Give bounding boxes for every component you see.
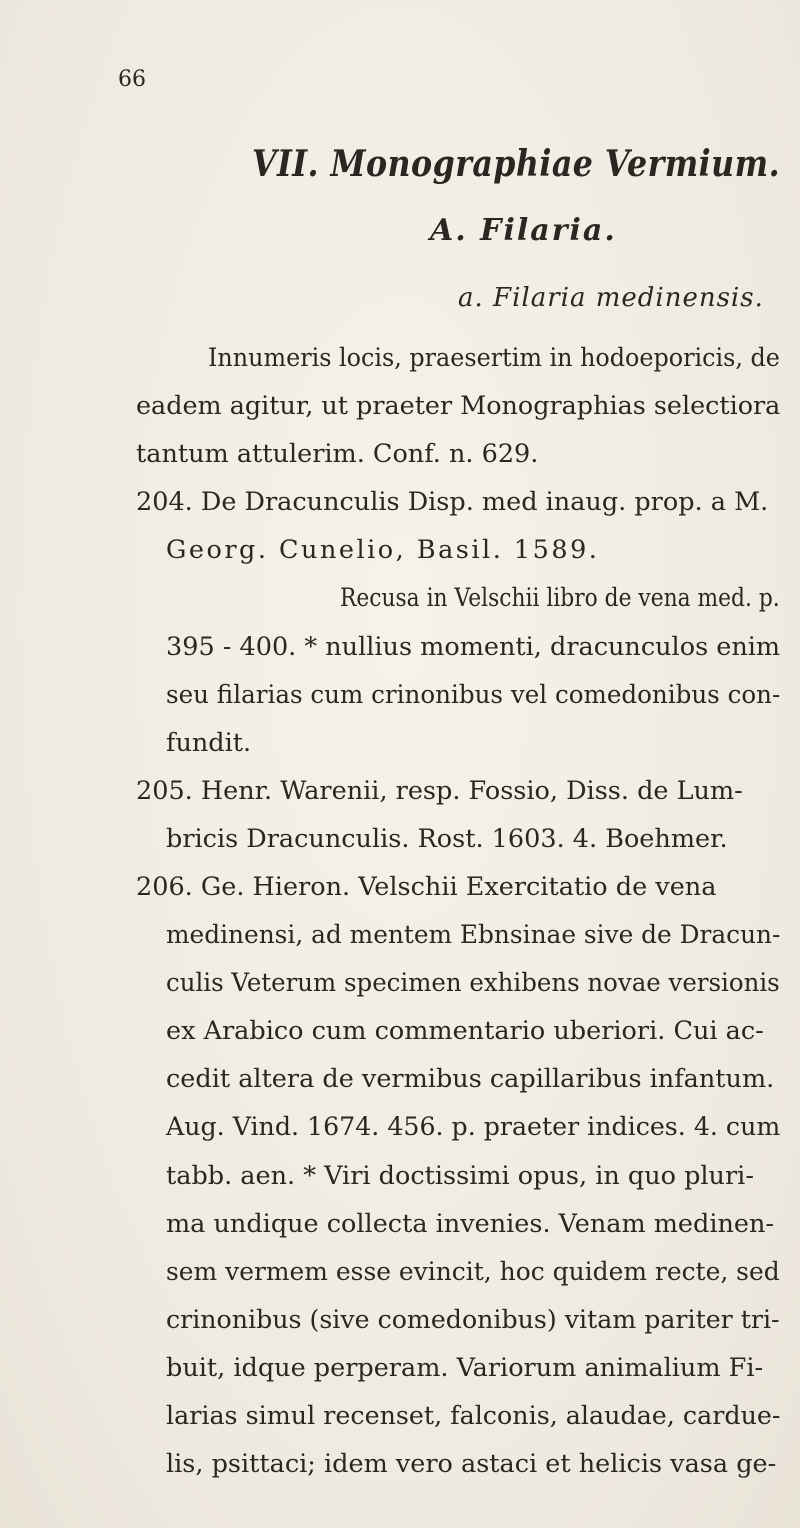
entry-204-line: 204. De Dracunculis Disp. med inaug. prop. a M. — [136, 487, 769, 518]
text-line: tantum attulerim. Conf. n. 629. — [136, 439, 539, 470]
chapter-title: VII. Monographiae Vermium. — [252, 143, 781, 185]
entry-205-line: 205. Henr. Warenii, resp. Fossio, Diss. de Lum- — [136, 775, 743, 806]
section-title: A. Filaria. — [430, 213, 617, 248]
entry-206-line: lis, psittaci; idem vero astaci et helicis vasa ge- — [166, 1449, 777, 1479]
entry-206-line: 206. Ge. Hieron. Velschii Exercitatio de vena — [136, 872, 717, 902]
text-line: eadem agitur, ut praeter Monographias selectiora — [136, 391, 781, 422]
subsection-title: a. Filaria medinensis. — [458, 283, 764, 313]
entry-204-note-line: 395 - 400. * nullius momenti, dracunculos enim — [166, 631, 781, 662]
entry-206-line: larias simul recenset, falconis, alaudae, cardue- — [166, 1400, 781, 1431]
entry-206-line: Aug. Vind. 1674. 456. p. praeter indices. 4. cum — [166, 1112, 781, 1143]
entry-206-line: buit, idque perperam. Variorum animalium Fi- — [166, 1352, 764, 1383]
entry-204-note-line: fundit. — [166, 727, 252, 758]
entry-206-line: ma undique collecta invenies. Venam medinen- — [166, 1208, 775, 1239]
entry-206-line: cedit altera de vermibus capillaribus infantum. — [166, 1064, 775, 1095]
entry-206-line: ex Arabico cum commentario uberiori. Cui ac- — [166, 1016, 764, 1047]
entry-204-note-line: Recusa in Velschii libro de vena med. p. — [340, 583, 780, 614]
entry-206-line: tabb. aen. * Viri doctissimi opus, in quo pluri- — [166, 1160, 754, 1191]
entry-206-line: culis Veterum specimen exhibens novae versionis — [166, 968, 780, 999]
entry-206-line: medinensi, ad mentem Ebnsinae sive de Dracun- — [166, 920, 781, 950]
entry-206-line: crinonibus (sive comedonibus) vitam pariter tri- — [166, 1304, 780, 1335]
entry-204-line: Georg. Cunelio, Basil. 1589. — [166, 535, 600, 566]
entry-204-note-line: seu filarias cum crinonibus vel comedonibus con- — [166, 679, 781, 710]
page-number: 66 — [118, 67, 146, 92]
text-line: Innumeris locis, praesertim in hodoeporicis, de — [208, 343, 780, 373]
entry-206-line: sem vermem esse evincit, hoc quidem recte, sed — [166, 1256, 780, 1287]
entry-205-line: bricis Dracunculis. Rost. 1603. 4. Boehmer. — [166, 823, 728, 854]
